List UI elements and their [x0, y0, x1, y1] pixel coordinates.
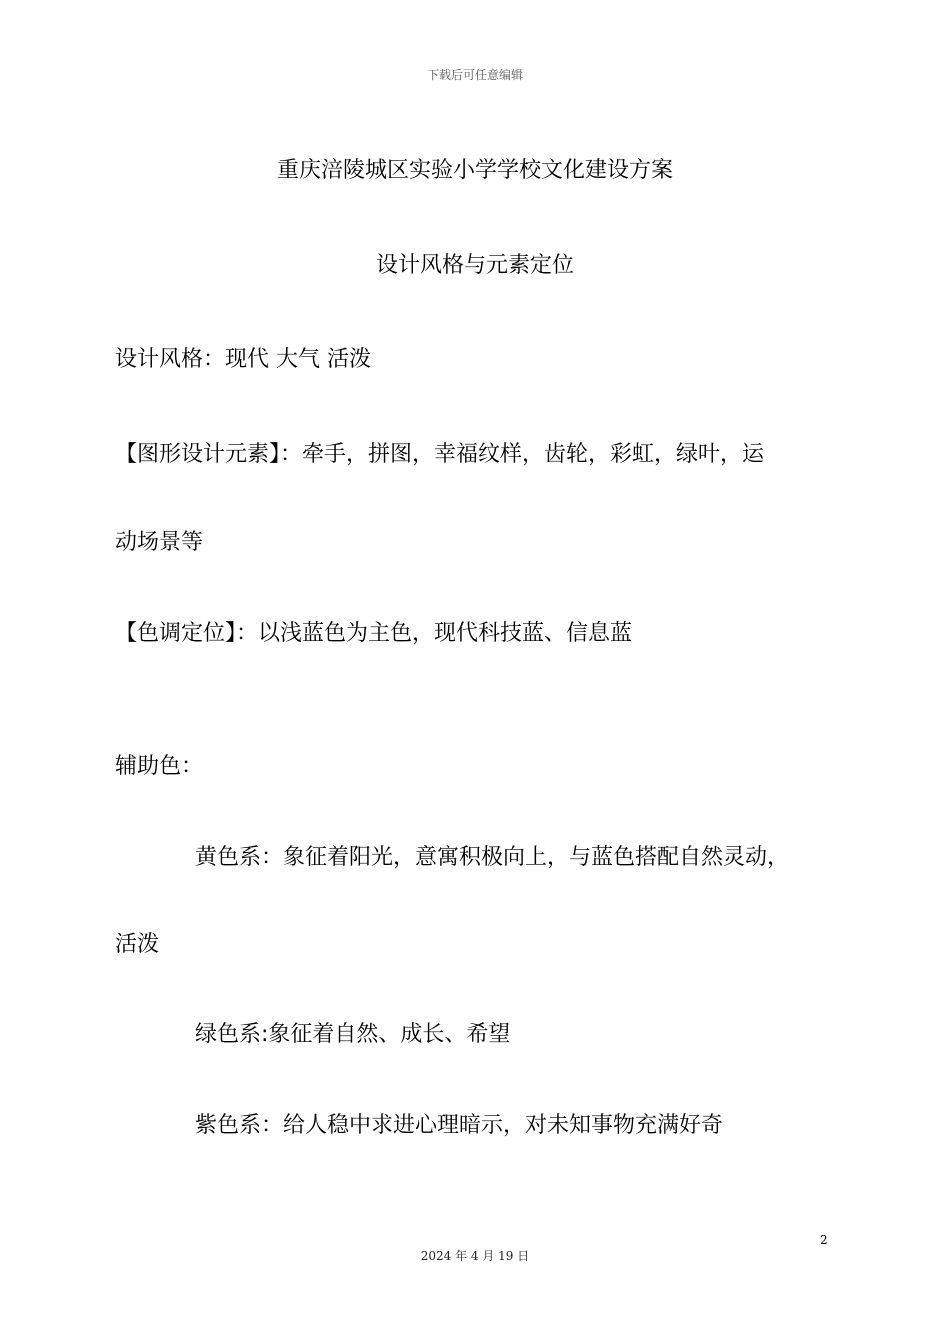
design-style-line: 设计风格：现代 大气 活泼: [115, 347, 371, 372]
graphic-elements-line-1: 【图形设计元素】：牵手，拼图，幸福纹样，齿轮，彩虹，绿叶，运: [115, 442, 765, 467]
page-header-note: 下载后可任意编辑: [426, 68, 523, 82]
page-date: 2024 年 4 月 19 日: [420, 1249, 530, 1263]
graphic-elements-line-2: 动场景等: [115, 530, 204, 555]
yellow-series-line-2: 活泼: [115, 932, 160, 957]
purple-series-line: 紫色系：给人稳中求进心理暗示，对未知事物充满好奇: [195, 1113, 724, 1138]
auxiliary-color-heading: 辅助色：: [115, 754, 204, 779]
document-title: 重庆涪陵城区实验小学学校文化建设方案: [276, 158, 673, 183]
color-positioning-line: 【色调定位】：以浅蓝色为主色，现代科技蓝、信息蓝: [115, 621, 633, 646]
section-subtitle: 设计风格与元素定位: [375, 253, 574, 278]
page-number: 2: [820, 1233, 828, 1247]
yellow-series-line-1: 黄色系：象征着阳光，意寓积极向上，与蓝色搭配自然灵动，: [195, 845, 790, 870]
green-series-line: 绿色系:象征着自然、成长、希望: [195, 1022, 511, 1047]
